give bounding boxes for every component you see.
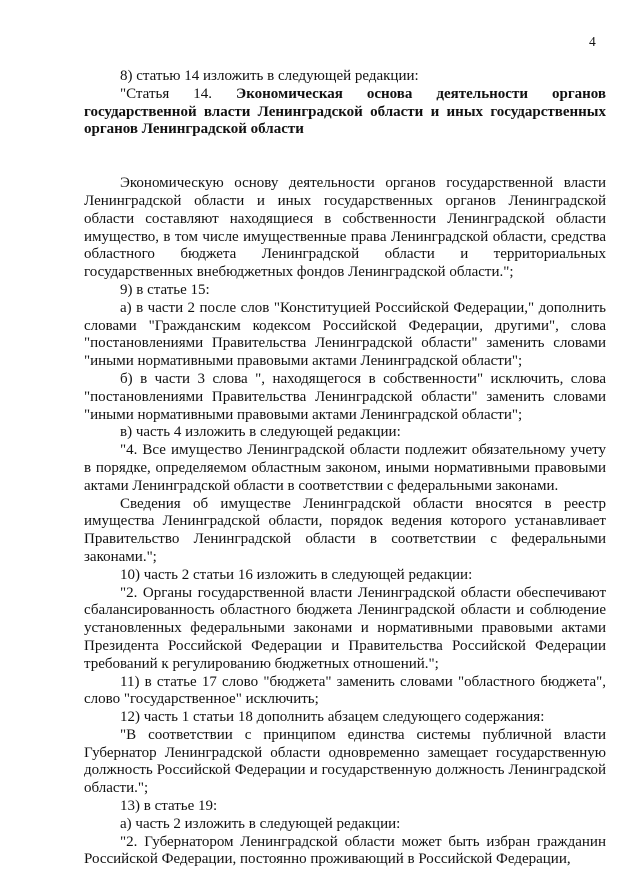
article-14-heading: [84, 86, 606, 139]
item-10: 10) часть 2 статьи 16 изложить в следующей редакции:: [120, 566, 473, 583]
article-14-title: Экономическая основа деятельности органов государственной власти Ленинградской области и иных государственных органов Ленинградской области: [84, 85, 607, 138]
item-9b: б) в части 3 слова ", находящегося в собственности" исключить, слова "постановлениями Правительства Ленинградской области" заменить словами "иными нормативными правовыми актами Ленинградской области";: [84, 370, 606, 423]
item-8: 8) статью 14 изложить в следующей редакции:: [120, 68, 419, 84]
article-16-part-2: "2. Органы государственной власти Ленинградской области обеспечивают сбалансированность областного бюджета Ленинградской области и соблюдение установленных федеральными законами и нормативными правовыми актами Президента Российской Федерации и Правительства Российской Федерации требований к регулированию бюджетных отношений.";: [84, 584, 606, 672]
page-number: 4: [589, 34, 596, 49]
item-13a: а) часть 2 изложить в следующей редакции:: [120, 815, 401, 832]
part-4-paragraph-2: Сведения об имуществе Ленинградской области вносятся в реестр имущества Ленинградской области, порядок ведения которого устанавливает Правительство Ленинградской области в соответствии с федеральными законами.";: [84, 495, 606, 565]
item-9v: в) часть 4 изложить в следующей редакции:: [120, 424, 401, 441]
document-body: [84, 68, 606, 869]
article-14-label: "Статья 14.: [120, 85, 213, 102]
spacer: [84, 139, 606, 175]
item-12: 12) часть 1 статьи 18 дополнить абзацем следующего содержания:: [120, 709, 545, 726]
item-13: 13) в статье 19:: [120, 798, 218, 815]
item-11: 11) в статье 17 слово "бюджета" заменить словами "областного бюджета", слово "государственное" исключить;: [84, 673, 606, 708]
article-19-part-2: "2. Губернатором Ленинградской области может быть избран гражданин Российской Федерации, постоянно проживающий в Российской Федерации,: [84, 833, 606, 868]
item-9: 9) в статье 15:: [120, 281, 210, 298]
article-18-addition: "В соответствии с принципом единства системы публичной власти Губернатор Ленинградской области одновременно замещает государственную должность Российской Федерации и государственную должность Ленинградской области.";: [84, 726, 606, 797]
part-4-paragraph-1: "4. Все имущество Ленинградской области подлежит обязательному учету в порядке, определяемом областным законом, иными нормативными правовыми актами Ленинградской области в соответствии с федеральными законами.: [84, 442, 606, 494]
article-14-text: Экономическую основу деятельности органов государственной власти Ленинградской области и иных государственных органов Ленинградской области составляют находящиеся в собственности Ленинградской области имущество, в том числе имущественные права Ленинградской области, средства областного бюджета Ленинградской области и территориальных государственных внебюджетных фондов Ленинградской области.";: [84, 175, 606, 281]
item-9a: а) в части 2 после слов "Конституцией Российской Федерации," дополнить словами "Гражданским кодексом Российской Федерации, другими", слова "постановлениями Правительства Ленинградской области" заменить словами "иными нормативными правовыми актами Ленинградской области";: [84, 299, 606, 370]
